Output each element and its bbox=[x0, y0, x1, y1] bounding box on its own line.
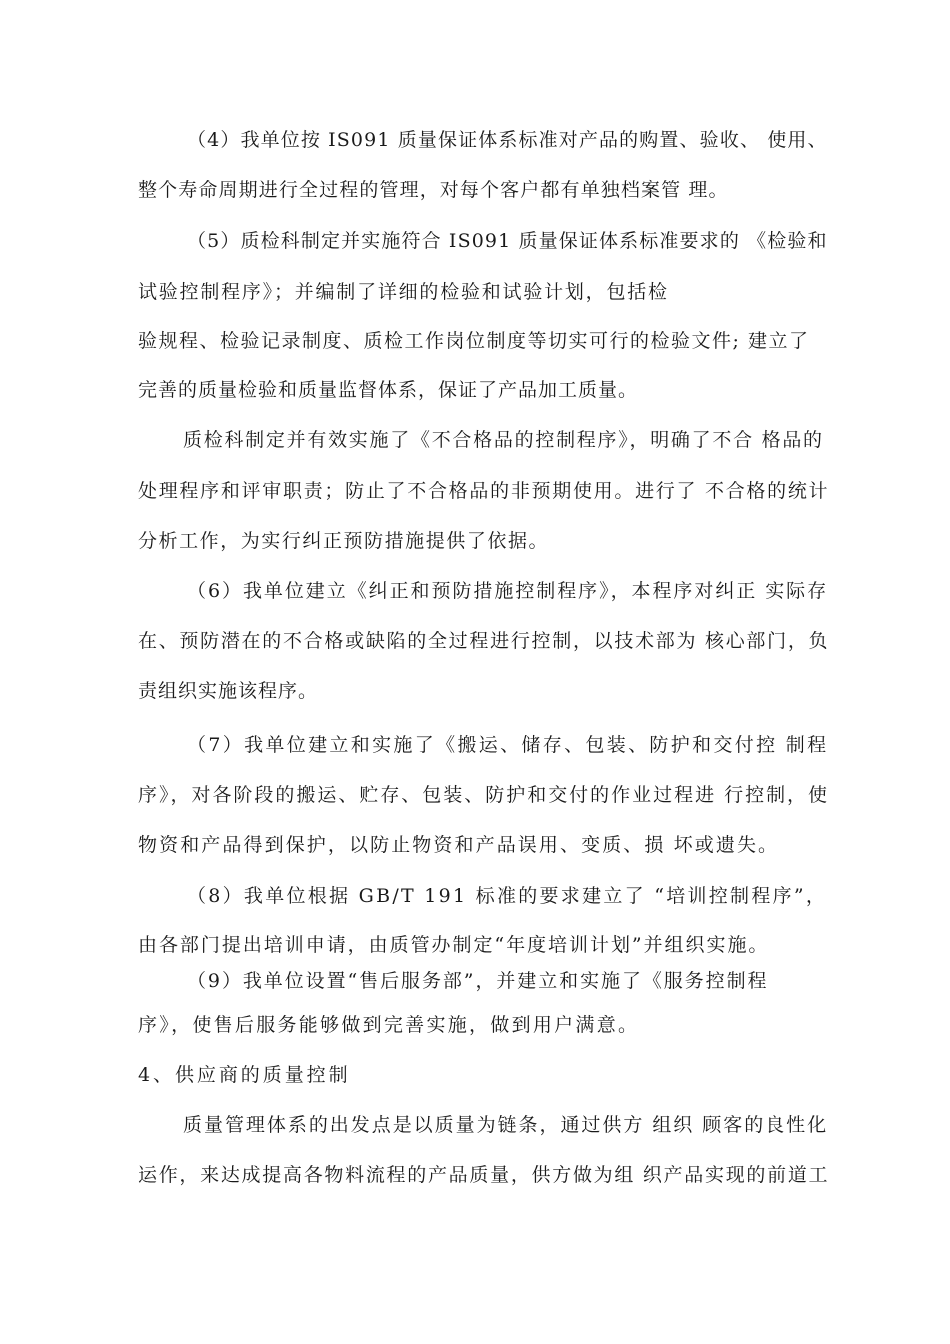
paragraph-line: 质检科制定并有效实施了《不合格品的控制程序》，明确了不合 格品的 bbox=[183, 429, 824, 451]
paragraph-line: 完善的质量检验和质量监督体系，保证了产品加工质量。 bbox=[138, 379, 639, 401]
paragraph-line: 处理程序和评审职责；防止了不合格品的非预期使用。进行了 不合格的统计 bbox=[138, 480, 830, 502]
paragraph-line: 责组织实施该程序。 bbox=[138, 680, 319, 702]
paragraph-line: （5）质检科制定并实施符合 IS091 质量保证体系标准要求的 《检验和 bbox=[187, 230, 828, 252]
paragraph-line: 试验控制程序》；并编制了详细的检验和试验计划，包括检 bbox=[138, 281, 669, 303]
paragraph-line: 序》，使售后服务能够做到完善实施，做到用户满意。 bbox=[138, 1014, 640, 1036]
section-heading: 4、供应商的质量控制 bbox=[138, 1064, 351, 1086]
paragraph-line: 运作，来达成提高各物料流程的产品质量，供方做为组 织产品实现的前道工 bbox=[138, 1164, 830, 1186]
paragraph-line: 整个寿命周期进行全过程的管理，对每个客户都有单独档案管 理。 bbox=[138, 179, 729, 201]
paragraph-line: 质量管理体系的出发点是以质量为链条，通过供方 组织 顾客的良性化 bbox=[183, 1114, 829, 1136]
paragraph-line: （8）我单位根据 GB/T 191 标准的要求建立了 “培训控制程序”， bbox=[187, 885, 828, 907]
paragraph-line: 在、预防潜在的不合格或缺陷的全过程进行控制，以技术部为 核心部门，负 bbox=[138, 630, 830, 652]
paragraph-line: 物资和产品得到保护，以防止物资和产品误用、变质、损 坏或遗失。 bbox=[138, 834, 780, 856]
paragraph-line: 分析工作，为实行纠正预防措施提供了依据。 bbox=[138, 530, 550, 552]
paragraph-line: 由各部门提出培训申请，由质管办制定“年度培训计划”并组织实施。 bbox=[138, 934, 770, 956]
paragraph-line: 验规程、检验记录制度、质检工作岗位制度等切实可行的检验文件; 建立了 bbox=[138, 330, 810, 352]
paragraph-line: （6）我单位建立《纠正和预防措施控制程序》，本程序对纠正 实际存 bbox=[187, 580, 829, 602]
paragraph-line: （7）我单位建立和实施了《搬运、储存、包装、防护和交付控 制程 bbox=[187, 734, 829, 756]
paragraph-line: 序》，对各阶段的搬运、贮存、包装、防护和交付的作业过程进 行控制，使 bbox=[138, 784, 830, 806]
paragraph-line: （9）我单位设置“售后服务部”，并建立和实施了《服务控制程 bbox=[187, 970, 769, 992]
paragraph-line: （4）我单位按 IS091 质量保证体系标准对产品的购置、验收、 使用、 bbox=[187, 129, 828, 151]
